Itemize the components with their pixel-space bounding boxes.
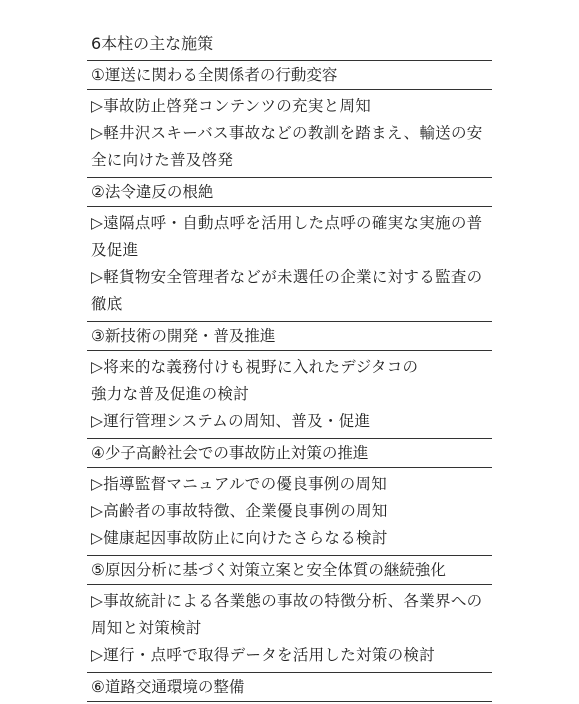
section-body bbox=[87, 207, 492, 321]
section-body bbox=[87, 351, 492, 438]
section-4 bbox=[87, 438, 492, 555]
section-3 bbox=[87, 321, 492, 438]
document bbox=[87, 30, 492, 702]
section-heading: ⑥道路交通環境の整備 bbox=[87, 672, 492, 702]
section-1 bbox=[87, 60, 492, 177]
section-heading: ①運送に関わる全関係者の行動変容 bbox=[87, 60, 492, 90]
measure-item: ▷運行管理システムの周知、普及・促進 bbox=[91, 412, 371, 430]
measure-item: ▷事故統計による各業態の事故の特徴分析、各業界への周知と対策検討 bbox=[91, 592, 483, 637]
measure-item: ▷指導監督マニュアルでの優良事例の周知 bbox=[91, 475, 388, 493]
section-heading: ③新技術の開発・普及推進 bbox=[87, 321, 492, 351]
measure-item: ▷事故防止啓発コンテンツの充実と周知 bbox=[91, 97, 372, 115]
measure-item: ▷軽井沢スキーバス事故などの教訓を踏まえ、輸送の安全に向けた普及啓発 bbox=[91, 124, 483, 169]
section-body bbox=[87, 585, 492, 672]
measure-item: ▷遠隔点呼・自動点呼を活用した点呼の確実な実施の普及促進 bbox=[91, 214, 483, 259]
measure-item: ▷軽貨物安全管理者などが未選任の企業に対する監査の徹底 bbox=[91, 268, 483, 313]
measure-item: ▷高齢者の事故特徴、企業優良事例の周知 bbox=[91, 502, 388, 520]
section-5 bbox=[87, 555, 492, 672]
section-body bbox=[87, 90, 492, 177]
section-body bbox=[87, 468, 492, 555]
measure-item: ▷将来的な義務付けも視野に入れたデジタコの 強力な普及促進の検討 bbox=[91, 358, 419, 403]
measure-item: ▷運行・点呼で取得データを活用した対策の検討 bbox=[91, 646, 436, 664]
section-heading: ④少子高齢社会での事故防止対策の推進 bbox=[87, 438, 492, 468]
section-6 bbox=[87, 672, 492, 702]
section-2 bbox=[87, 177, 492, 321]
section-heading: ②法令違反の根絶 bbox=[87, 177, 492, 207]
page-title: 6本柱の主な施策 bbox=[91, 34, 214, 53]
section-heading: ⑤原因分析に基づく対策立案と安全体質の継続強化 bbox=[87, 555, 492, 585]
measure-item: ▷健康起因事故防止に向けたさらなる検討 bbox=[91, 529, 388, 547]
